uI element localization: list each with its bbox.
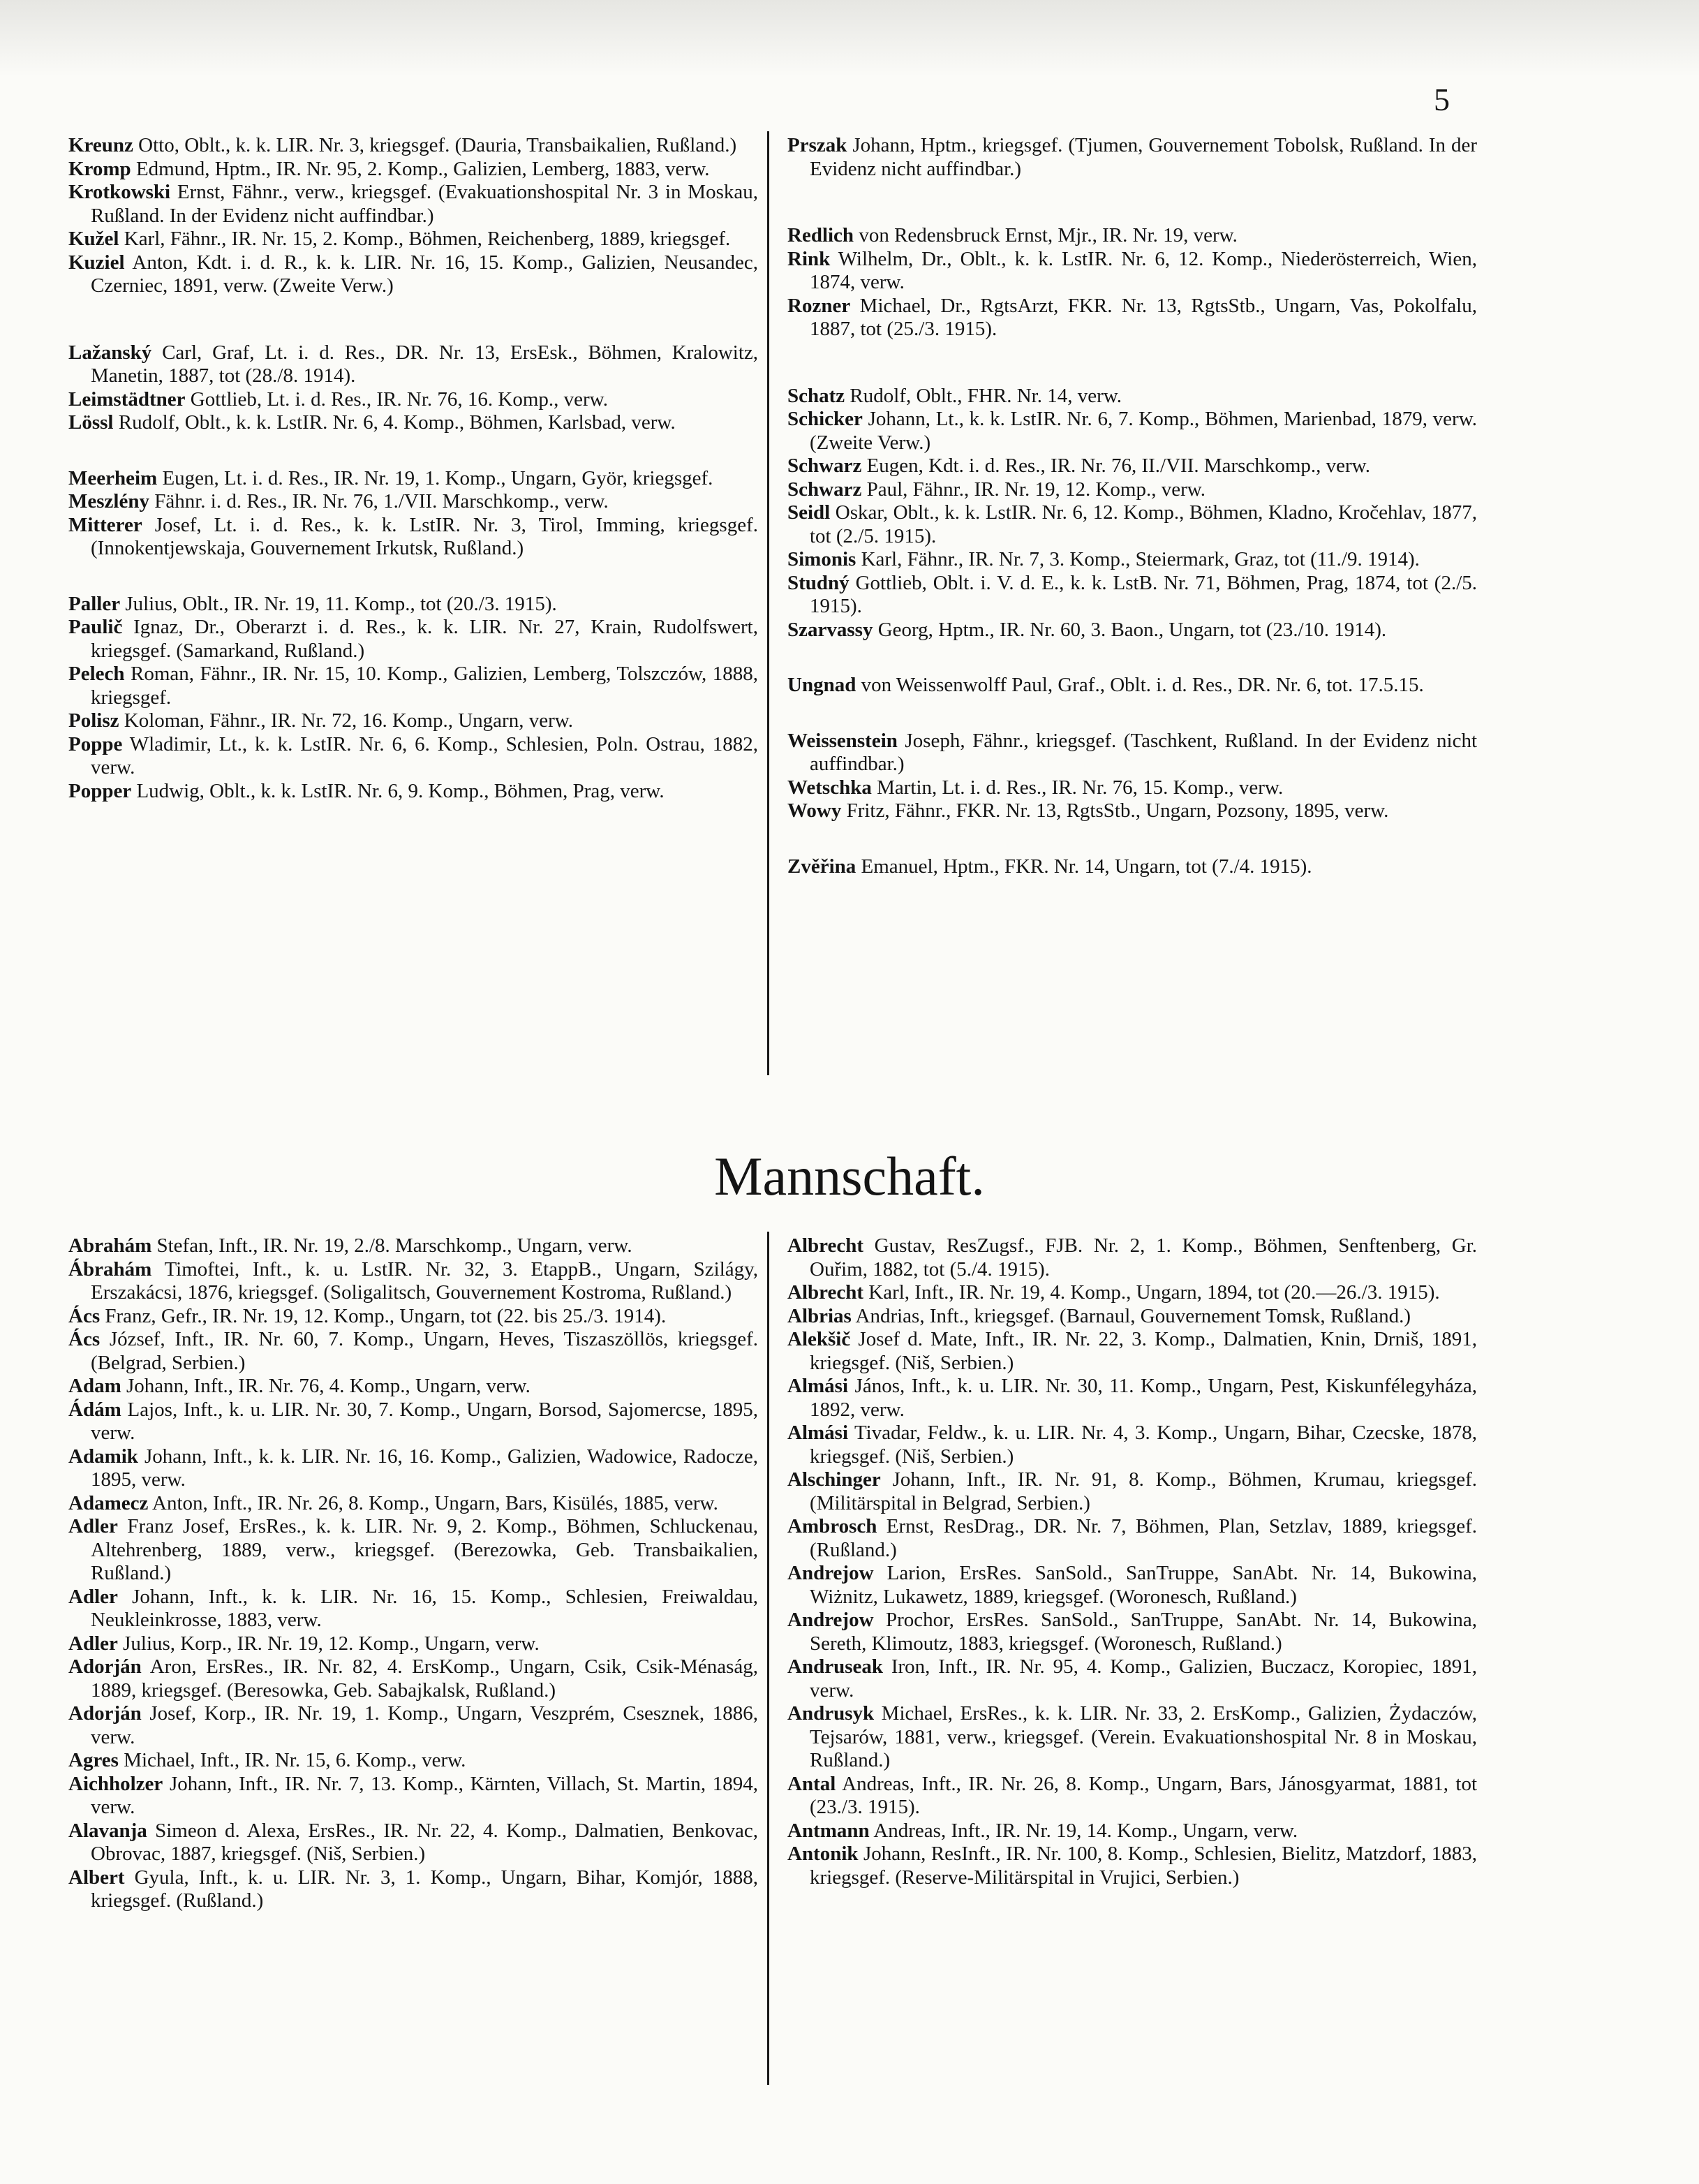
entry-name: Andrejow bbox=[787, 1609, 874, 1631]
entry-text: Gottlieb, Lt. i. d. Res., IR. Nr. 76, 16. Komp., verw. bbox=[190, 388, 608, 411]
entry-text: Julius, Oblt., IR. Nr. 19, 11. Komp., tot (20./3. 1915). bbox=[125, 592, 557, 615]
entry-name: Adler bbox=[68, 1632, 118, 1655]
entry-name: Adam bbox=[68, 1375, 121, 1397]
entry-text: Eugen, Kdt. i. d. Res., IR. Nr. 76, II./VII. Marschkomp., verw. bbox=[866, 455, 1370, 477]
entry-text: von Weissenwolff Paul, Graf., Oblt. i. d. Res., DR. Nr. 6, tot. 17.5.15. bbox=[861, 674, 1424, 696]
entry-text: von Redensbruck Ernst, Mjr., IR. Nr. 19, verw. bbox=[859, 224, 1238, 246]
list-item bbox=[787, 385, 1477, 408]
entry-text: Aron, ErsRes., IR. Nr. 82, 4. ErsKomp., Ungarn, Csik, Csik-Ménaság, 1889, kriegsgef. (Beresowka, Geb. Sabajkalsk, Rußland.) bbox=[91, 1655, 758, 1702]
list-item bbox=[68, 709, 758, 733]
entry-name: Paulič bbox=[68, 616, 123, 638]
entry-text: Fritz, Fähnr., FKR. Nr. 13, RgtsStb., Ungarn, Pozsony, 1895, verw. bbox=[846, 799, 1389, 822]
list-item bbox=[787, 674, 1477, 698]
entry-name: Polisz bbox=[68, 709, 119, 732]
group-gap bbox=[68, 298, 758, 341]
entry-name: Redlich bbox=[787, 224, 854, 246]
list-item bbox=[68, 780, 758, 804]
entry-name: Kromp bbox=[68, 157, 131, 180]
entry-name: Schicker bbox=[787, 408, 863, 430]
list-item bbox=[787, 1609, 1477, 1655]
entry-name: Almási bbox=[787, 1375, 848, 1397]
entry-text: Iron, Inft., IR. Nr. 95, 4. Komp., Galizien, Buczacz, Koropiec, 1891, verw. bbox=[810, 1655, 1477, 1702]
entry-text: Koloman, Fähnr., IR. Nr. 72, 16. Komp., Ungarn, verw. bbox=[124, 709, 574, 732]
list-item bbox=[787, 1515, 1477, 1562]
officers-right-column bbox=[787, 134, 1477, 878]
list-item bbox=[787, 619, 1477, 642]
entry-name: Wowy bbox=[787, 799, 842, 822]
entry-name: Schatz bbox=[787, 384, 845, 407]
entry-name: Kužel bbox=[68, 228, 119, 250]
entry-text: Gyula, Inft., k. u. LIR. Nr. 3, 1. Komp., Ungarn, Bihar, Komjór, 1888, kriegsgef. (Rußland.) bbox=[91, 1866, 759, 1912]
entry-name: Andrejow bbox=[787, 1562, 874, 1584]
entry-name: Albrias bbox=[787, 1304, 852, 1327]
entry-text: Andreas, Inft., IR. Nr. 26, 8. Komp., Ungarn, Bars, Jánosgyarmat, 1881, tot (23./3. 1915). bbox=[810, 1772, 1478, 1818]
entry-text: Prochor, ErsRes. SanSold., SanTruppe, SanAbt. Nr. 14, Bukowina, Sereth, Klimoutz, 1883, kriegsgef. (Woronesch, Rußland.) bbox=[810, 1609, 1478, 1655]
entry-text: Karl, Fähnr., IR. Nr. 7, 3. Komp., Steiermark, Graz, tot (11./9. 1914). bbox=[861, 548, 1420, 570]
list-item bbox=[787, 1328, 1477, 1375]
list-item bbox=[787, 134, 1477, 181]
entry-text: Rudolf, Oblt., FHR. Nr. 14, verw. bbox=[850, 384, 1122, 407]
list-item bbox=[68, 134, 758, 158]
entry-name: Szarvassy bbox=[787, 618, 873, 641]
entry-name: Ambrosch bbox=[787, 1515, 877, 1537]
entry-name: Poppe bbox=[68, 732, 123, 755]
entry-name: Leimstädtner bbox=[68, 388, 186, 411]
entry-text: Anton, Kdt. i. d. R., k. k. LIR. Nr. 16, 15. Komp., Galizien, Neusandec, Czerniec, 1891, verw. (Zweite Verw.) bbox=[91, 251, 759, 297]
entry-text: Georg, Hptm., IR. Nr. 60, 3. Baon., Ungarn, tot (23./10. 1914). bbox=[877, 618, 1387, 641]
list-item bbox=[68, 1655, 758, 1702]
list-item bbox=[68, 467, 758, 491]
list-item bbox=[787, 1773, 1477, 1820]
entry-text: Tivadar, Feldw., k. u. LIR. Nr. 4, 3. Komp., Ungarn, Bihar, Czecske, 1878, kriegsgef. (Niš, Serbien.) bbox=[810, 1422, 1477, 1468]
entry-name: Albrecht bbox=[787, 1234, 864, 1257]
entry-name: Lössl bbox=[68, 411, 114, 434]
list-item bbox=[68, 181, 758, 228]
entry-name: Krotkowski bbox=[68, 181, 171, 203]
group-gap bbox=[787, 823, 1477, 855]
list-item bbox=[68, 158, 758, 182]
entry-text: Anton, Inft., IR. Nr. 26, 8. Komp., Ungarn, Bars, Kisülés, 1885, verw. bbox=[152, 1491, 718, 1514]
entry-text: Paul, Fähnr., IR. Nr. 19, 12. Komp., verw. bbox=[866, 478, 1206, 501]
entry-text: Edmund, Hptm., IR. Nr. 95, 2. Komp., Galizien, Lemberg, 1883, verw. bbox=[135, 157, 710, 180]
entry-name: Weissenstein bbox=[787, 729, 898, 752]
list-item bbox=[787, 1702, 1477, 1773]
entry-text: Karl, Inft., IR. Nr. 19, 4. Komp., Ungarn, 1894, tot (20.—26./3. 1915). bbox=[868, 1281, 1440, 1304]
entry-name: Meerheim bbox=[68, 466, 158, 489]
group-gap bbox=[787, 698, 1477, 730]
entry-name: Mitterer bbox=[68, 513, 142, 536]
entry-name: Popper bbox=[68, 779, 132, 802]
entry-name: Simonis bbox=[787, 548, 856, 570]
entry-text: Johann, Inft., IR. Nr. 91, 8. Komp., Böhmen, Krumau, kriegsgef. (Militärspital in Belgrad, Serbien.) bbox=[810, 1468, 1478, 1514]
entry-name: Ábrahám bbox=[68, 1257, 152, 1281]
entry-text: Oskar, Oblt., k. k. LstIR. Nr. 6, 12. Komp., Böhmen, Kladno, Kročehlav, 1877, tot (2./5. 1915). bbox=[810, 501, 1478, 547]
entry-name: Rink bbox=[787, 247, 831, 270]
list-item bbox=[68, 1866, 758, 1913]
list-item bbox=[787, 1562, 1477, 1609]
entry-text: Roman, Fähnr., IR. Nr. 15, 10. Komp., Galizien, Lemberg, Tolszczów, 1888, kriegsgef. bbox=[91, 663, 759, 709]
group-gap bbox=[787, 642, 1477, 674]
entry-name: Paller bbox=[68, 592, 121, 615]
entry-text: János, Inft., k. u. LIR. Nr. 30, 11. Komp., Ungarn, Pest, Kiskunfélegyháza, 1892, verw. bbox=[810, 1375, 1477, 1421]
entry-name: Alekšič bbox=[787, 1328, 851, 1350]
entry-name: Antmann bbox=[787, 1819, 870, 1842]
list-item bbox=[787, 572, 1477, 619]
list-item bbox=[787, 1655, 1477, 1702]
entry-name: Adamecz bbox=[68, 1491, 149, 1514]
entry-name: Zvěřina bbox=[787, 855, 856, 878]
section-title: Mannschaft. bbox=[714, 1146, 985, 1207]
list-item bbox=[68, 388, 758, 412]
entry-name: Schwarz bbox=[787, 455, 862, 477]
entry-text: Michael, Inft., IR. Nr. 15, 6. Komp., verw. bbox=[124, 1749, 466, 1771]
list-item bbox=[787, 478, 1477, 502]
entry-text: Joseph, Fähnr., kriegsgef. (Taschkent, Rußland. In der Evidenz nicht auffindbar.) bbox=[810, 729, 1477, 775]
entry-text: Lajos, Inft., k. u. LIR. Nr. 30, 7. Komp., Ungarn, Borsod, Sajomercse, 1895, verw. bbox=[91, 1398, 758, 1444]
list-item bbox=[787, 501, 1477, 548]
entry-name: Adorján bbox=[68, 1702, 142, 1725]
list-item bbox=[68, 1492, 758, 1516]
entry-text: Ignaz, Dr., Oberarzt i. d. Res., k. k. LIR. Nr. 27, Krain, Rudolfswert, kriegsgef. (Samarkand, Rußland.) bbox=[91, 616, 758, 662]
list-item bbox=[68, 251, 758, 298]
group-gap bbox=[68, 561, 758, 593]
entry-name: Alschinger bbox=[787, 1468, 881, 1491]
entry-text: Franz, Gefr., IR. Nr. 19, 12. Komp., Ungarn, tot (22. bis 25./3. 1914). bbox=[105, 1304, 667, 1327]
entry-text: Fähnr. i. d. Res., IR. Nr. 76, 1./VII. Marschkomp., verw. bbox=[154, 490, 609, 512]
entry-name: Rozner bbox=[787, 294, 851, 317]
list-item bbox=[68, 1328, 758, 1375]
list-item bbox=[787, 730, 1477, 776]
list-item bbox=[787, 855, 1477, 879]
list-item bbox=[68, 1399, 758, 1445]
list-item bbox=[787, 548, 1477, 572]
list-item bbox=[68, 1702, 758, 1749]
entry-name: Kuziel bbox=[68, 251, 125, 274]
entry-text: Johann, Inft., IR. Nr. 7, 13. Komp., Kärnten, Villach, St. Martin, 1894, verw. bbox=[91, 1772, 759, 1818]
entry-text: Martin, Lt. i. d. Res., IR. Nr. 76, 15. Komp., verw. bbox=[877, 776, 1284, 799]
list-item bbox=[787, 455, 1477, 478]
list-item bbox=[787, 1305, 1477, 1329]
entry-text: Stefan, Inft., IR. Nr. 19, 2./8. Marschkomp., Ungarn, verw. bbox=[156, 1234, 632, 1257]
entry-name: Ács bbox=[68, 1328, 101, 1350]
entry-text: Franz Josef, ErsRes., k. k. LIR. Nr. 9, 2. Komp., Böhmen, Schluckenau, Altehrenberg, 1889, verw., kriegsgef. (Berezowka, Geb. Transbaikalien, Rußland.) bbox=[91, 1515, 759, 1584]
entry-text: Josef d. Mate, Inft., IR. Nr. 22, 3. Komp., Dalmatien, Knin, Drniš, 1891, kriegsgef. (Niš, Serbien.) bbox=[810, 1328, 1478, 1374]
list-item bbox=[68, 1749, 758, 1773]
entry-name: Studný bbox=[787, 571, 850, 594]
list-item bbox=[68, 341, 758, 388]
list-item bbox=[68, 1586, 758, 1632]
list-item bbox=[68, 1258, 758, 1305]
entry-text: Johann, Inft., k. k. LIR. Nr. 16, 16. Komp., Galizien, Wadowice, Radocze, 1895, verw. bbox=[91, 1445, 758, 1491]
list-item bbox=[787, 1234, 1477, 1281]
list-item bbox=[68, 1515, 758, 1586]
scan-shadow bbox=[0, 0, 1699, 77]
group-gap bbox=[68, 435, 758, 467]
list-item bbox=[787, 295, 1477, 341]
list-item bbox=[68, 616, 758, 663]
entry-text: Rudolf, Oblt., k. k. LstIR. Nr. 6, 4. Komp., Böhmen, Karlsbad, verw. bbox=[118, 411, 676, 434]
entry-text: Julius, Korp., IR. Nr. 19, 12. Komp., Ungarn, verw. bbox=[123, 1632, 540, 1655]
list-item bbox=[787, 776, 1477, 800]
list-item bbox=[787, 248, 1477, 295]
list-item bbox=[787, 1843, 1477, 1889]
entry-text: Michael, ErsRes., k. k. LIR. Nr. 33, 2. ErsKomp., Galizien, Żydaczów, Tejsarów, 1881, verw., kriegsgef. (Verein. Evakuationshospital Nr. 8 in Moskau, Rußland.) bbox=[810, 1702, 1477, 1771]
entry-name: Agres bbox=[68, 1749, 119, 1771]
entry-text: Emanuel, Hptm., FKR. Nr. 14, Ungarn, tot (7./4. 1915). bbox=[861, 855, 1312, 878]
list-item bbox=[787, 1375, 1477, 1422]
entry-text: Karl, Fähnr., IR. Nr. 15, 2. Komp., Böhmen, Reichenberg, 1889, kriegsgef. bbox=[124, 228, 731, 250]
list-item bbox=[787, 408, 1477, 455]
entry-name: Albert bbox=[68, 1866, 125, 1889]
entry-text: Gottlieb, Oblt. i. V. d. E., k. k. LstB. Nr. 71, Böhmen, Prag, 1874, tot (2./5. 1915). bbox=[810, 571, 1477, 617]
entry-text: Johann, Inft., k. k. LIR. Nr. 16, 15. Komp., Schlesien, Freiwaldau, Neukleinkrosse, 1883, verw. bbox=[91, 1585, 759, 1631]
group-gap bbox=[787, 181, 1477, 224]
mannschaft-left-column bbox=[68, 1234, 758, 1913]
entry-text: Gustav, ResZugsf., FJB. Nr. 2, 1. Komp., Böhmen, Senftenberg, Gr. Ouřim, 1882, tot (5./4. 1915). bbox=[810, 1234, 1478, 1281]
entry-text: Johann, Hptm., kriegsgef. (Tjumen, Gouvernement Tobolsk, Rußland. In der Evidenz nicht auffindbar.) bbox=[810, 134, 1477, 180]
entry-name: Wetschka bbox=[787, 776, 872, 799]
entry-text: Wilhelm, Dr., Oblt., k. k. LstIR. Nr. 6, 12. Komp., Niederösterreich, Wien, 1874, verw. bbox=[810, 247, 1477, 293]
entry-name: Aichholzer bbox=[68, 1772, 163, 1795]
list-item bbox=[68, 1375, 758, 1399]
entry-name: Alavanja bbox=[68, 1819, 147, 1842]
entry-text: Josef, Korp., IR. Nr. 19, 1. Komp., Ungarn, Veszprém, Csesznek, 1886, verw. bbox=[91, 1702, 758, 1748]
entry-name: Adler bbox=[68, 1585, 118, 1608]
list-item bbox=[787, 1422, 1477, 1468]
list-item bbox=[68, 228, 758, 251]
entry-text: Eugen, Lt. i. d. Res., IR. Nr. 19, 1. Komp., Ungarn, Györ, kriegsgef. bbox=[162, 466, 713, 489]
entry-name: Pelech bbox=[68, 663, 125, 685]
list-item bbox=[787, 799, 1477, 823]
entry-text: Timoftei, Inft., k. u. LstIR. Nr. 32, 3. EtappB., Ungarn, Szilágy, Erszakácsi, 1876, kriegsgef. (Soligalitsch, Gouvernement Kostroma, Rußland.) bbox=[91, 1257, 758, 1304]
entry-name: Adler bbox=[68, 1515, 118, 1537]
entry-text: Simeon d. Alexa, ErsRes., IR. Nr. 22, 4. Komp., Dalmatien, Benkovac, Obrovac, 1887, kriegsgef. (Niš, Serbien.) bbox=[91, 1819, 758, 1865]
entry-name: Abrahám bbox=[68, 1234, 152, 1257]
entry-name: Lažanský bbox=[68, 341, 152, 364]
list-item bbox=[68, 1773, 758, 1820]
entry-text: Otto, Oblt., k. k. LIR. Nr. 3, kriegsgef. (Dauria, Transbaikalien, Rußland.) bbox=[138, 134, 737, 156]
list-item bbox=[787, 1281, 1477, 1305]
list-item bbox=[68, 733, 758, 780]
list-item bbox=[68, 663, 758, 709]
entry-name: Ádám bbox=[68, 1398, 121, 1421]
group-gap bbox=[787, 341, 1477, 385]
entry-text: Larion, ErsRes. SanSold., SanTruppe, SanAbt. Nr. 14, Bukowina, Wiżnitz, Lukawetz, 1889, kriegsgef. (Woronesch, Rußland.) bbox=[810, 1562, 1477, 1608]
list-item bbox=[68, 1234, 758, 1258]
entry-name: Ungnad bbox=[787, 674, 856, 696]
entry-name: Seidl bbox=[787, 501, 831, 524]
entry-text: Ludwig, Oblt., k. k. LstIR. Nr. 6, 9. Komp., Böhmen, Prag, verw. bbox=[136, 779, 665, 802]
entry-text: Johann, ResInft., IR. Nr. 100, 8. Komp., Schlesien, Bielitz, Matzdorf, 1883, kriegsgef. (Reserve-Militärspital in Vrujici, Serbien.) bbox=[810, 1843, 1477, 1889]
entry-text: Johann, Lt., k. k. LstIR. Nr. 6, 7. Komp., Böhmen, Marienbad, 1879, verw. (Zweite Verw.) bbox=[810, 408, 1477, 454]
list-item bbox=[68, 1305, 758, 1329]
entry-text: Ernst, Fähnr., verw., kriegsgef. (Evakuationshospital Nr. 3 in Moskau, Rußland. In der Evidenz nicht auffindbar.) bbox=[91, 181, 758, 227]
entry-name: Almási bbox=[787, 1422, 848, 1444]
page-number: 5 bbox=[1434, 82, 1450, 117]
entry-name: Albrecht bbox=[787, 1281, 864, 1304]
column-divider-top bbox=[767, 131, 769, 1075]
entry-text: József, Inft., IR. Nr. 60, 7. Komp., Ungarn, Heves, Tiszaszöllös, kriegsgef. (Belgrad, Serbien.) bbox=[91, 1328, 758, 1374]
entry-name: Prszak bbox=[787, 134, 847, 156]
entry-text: Andreas, Inft., IR. Nr. 19, 14. Komp., Ungarn, verw. bbox=[873, 1819, 1298, 1842]
entry-name: Andrusyk bbox=[787, 1702, 875, 1725]
entry-name: Meszlény bbox=[68, 490, 149, 512]
entry-name: Kreunz bbox=[68, 134, 133, 156]
entry-text: Wladimir, Lt., k. k. LstIR. Nr. 6, 6. Komp., Schlesien, Poln. Ostrau, 1882, verw. bbox=[91, 732, 758, 779]
entry-name: Adorján bbox=[68, 1655, 142, 1678]
list-item bbox=[68, 593, 758, 617]
entry-name: Andruseak bbox=[787, 1655, 883, 1678]
entry-text: Michael, Dr., RgtsArzt, FKR. Nr. 13, RgtsStb., Ungarn, Vas, Pokolfalu, 1887, tot (25./3. 1915). bbox=[810, 294, 1477, 340]
entry-name: Ács bbox=[68, 1304, 101, 1327]
entry-text: Johann, Inft., IR. Nr. 76, 4. Komp., Ungarn, verw. bbox=[126, 1375, 531, 1397]
list-item bbox=[68, 1820, 758, 1866]
entry-name: Antal bbox=[787, 1772, 836, 1795]
officers-left-column bbox=[68, 134, 758, 803]
list-item bbox=[787, 1468, 1477, 1515]
mannschaft-right-column bbox=[787, 1234, 1477, 1889]
entry-text: Josef, Lt. i. d. Res., k. k. LstIR. Nr. 3, Tirol, Imming, kriegsgef. (Innokentjewskaja, Gouvernement Irkutsk, Rußland.) bbox=[91, 513, 758, 559]
list-item bbox=[68, 514, 758, 561]
list-item bbox=[787, 1820, 1477, 1843]
entry-name: Schwarz bbox=[787, 478, 862, 501]
list-item bbox=[68, 1445, 758, 1492]
entry-text: Ernst, ResDrag., DR. Nr. 7, Böhmen, Plan, Setzlav, 1889, kriegsgef. (Rußland.) bbox=[810, 1515, 1477, 1561]
entry-name: Adamik bbox=[68, 1445, 138, 1468]
column-divider-bottom bbox=[767, 1232, 769, 2085]
entry-text: Andrias, Inft., kriegsgef. (Barnaul, Gouvernement Tomsk, Rußland.) bbox=[855, 1304, 1411, 1327]
list-item bbox=[68, 1632, 758, 1656]
entry-name: Antonik bbox=[787, 1843, 859, 1865]
list-item bbox=[68, 490, 758, 514]
list-item bbox=[68, 411, 758, 435]
entry-text: Carl, Graf, Lt. i. d. Res., DR. Nr. 13, ErsEsk., Böhmen, Kralowitz, Manetin, 1887, tot (28./8. 1914). bbox=[91, 341, 759, 387]
list-item bbox=[787, 224, 1477, 248]
